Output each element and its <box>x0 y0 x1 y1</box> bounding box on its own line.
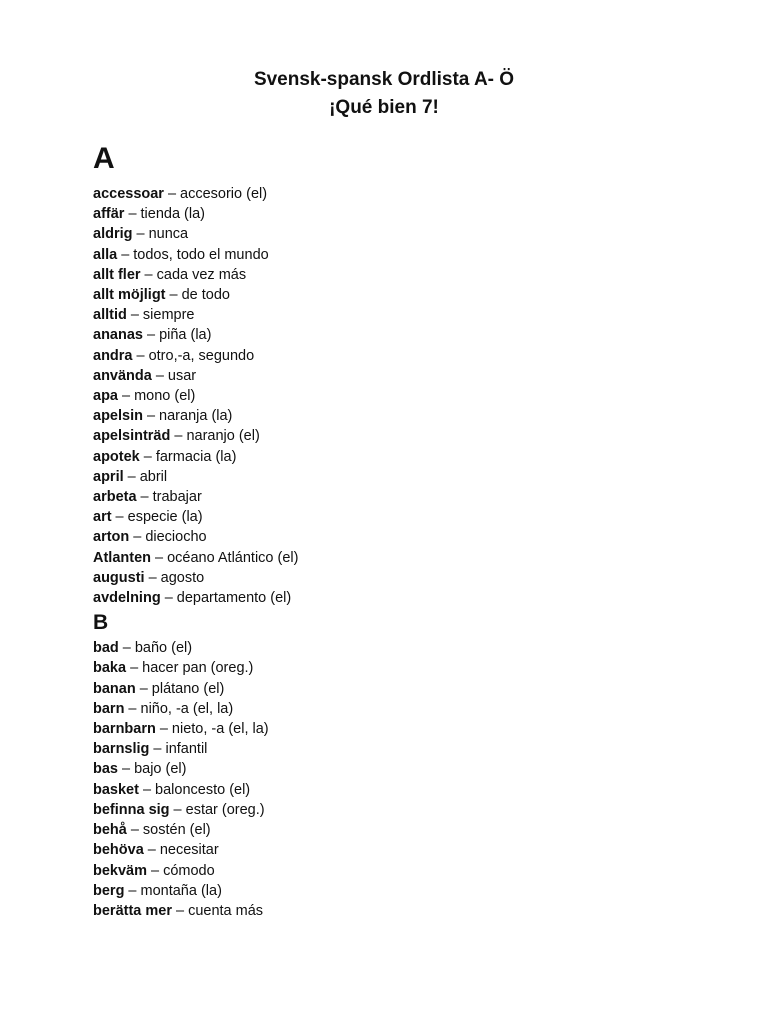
spanish-translation: océano Atlántico (el) <box>167 549 299 566</box>
page-subtitle: ¡Qué bien 7! <box>329 97 439 118</box>
separator-dash: – <box>127 468 136 485</box>
swedish-word: apelsin <box>93 408 143 425</box>
list-item <box>93 386 713 406</box>
swedish-word: Atlanten <box>93 549 151 566</box>
separator-dash: – <box>128 700 137 717</box>
separator-dash: – <box>130 307 139 324</box>
list-item <box>93 719 713 739</box>
spanish-translation: trabajar <box>152 489 202 506</box>
spanish-translation: naranja (la) <box>159 408 233 425</box>
spanish-translation: agosto <box>160 569 205 586</box>
separator-dash: – <box>159 721 168 738</box>
swedish-word: baka <box>93 660 127 677</box>
swedish-word: aldrig <box>93 226 133 243</box>
list-item <box>93 224 713 244</box>
section-a <box>93 140 713 608</box>
list-item <box>93 658 713 678</box>
separator-dash: – <box>140 489 149 506</box>
separator-dash: – <box>133 529 142 546</box>
spanish-translation: baño (el) <box>134 640 193 657</box>
list-item <box>93 325 713 345</box>
separator-dash: – <box>128 882 137 899</box>
swedish-word: barnslig <box>93 741 150 758</box>
separator-dash: – <box>139 680 148 697</box>
separator-dash: – <box>115 509 124 526</box>
list-item <box>93 901 713 921</box>
separator-dash: – <box>122 761 131 778</box>
separator-dash: – <box>155 549 164 566</box>
list-item <box>93 366 713 386</box>
spanish-translation: infantil <box>165 741 208 758</box>
spanish-translation: farmacia (la) <box>155 448 237 465</box>
list-item <box>93 881 713 901</box>
spanish-translation: nieto, -a (el, la) <box>171 721 269 738</box>
spanish-translation: piña (la) <box>159 327 212 344</box>
separator-dash: – <box>174 428 183 445</box>
spanish-translation: estar (oreg.) <box>185 801 265 818</box>
separator-dash: – <box>147 842 156 859</box>
list-item <box>93 346 713 366</box>
list-item <box>93 507 713 527</box>
list-item <box>93 447 713 467</box>
swedish-word: befinna sig <box>93 801 170 818</box>
swedish-word: behå <box>93 822 127 839</box>
separator-dash: – <box>130 660 139 677</box>
swedish-word: arbeta <box>93 489 137 506</box>
separator-dash: – <box>122 640 131 657</box>
swedish-word: apelsinträd <box>93 428 171 445</box>
separator-dash: – <box>167 186 177 202</box>
spanish-translation: sostén (el) <box>142 822 211 839</box>
list-item <box>93 638 713 658</box>
list-item <box>93 467 713 487</box>
list-item <box>93 285 713 305</box>
list-item <box>93 759 713 779</box>
separator-dash: – <box>146 327 156 344</box>
spanish-translation: bajo (el) <box>134 761 187 778</box>
glossary-content <box>93 140 713 921</box>
spanish-translation: otro,-a, segundo <box>148 347 255 364</box>
swedish-word: affär <box>93 206 125 223</box>
separator-dash: – <box>146 408 156 425</box>
list-item <box>93 265 713 285</box>
list-item <box>93 588 713 608</box>
separator-dash: – <box>128 206 137 223</box>
spanish-translation: cuenta más <box>188 902 264 919</box>
list-item <box>93 820 713 840</box>
section-letter-a: A <box>93 142 115 175</box>
list-item <box>93 487 713 507</box>
swedish-word: bekväm <box>93 862 148 879</box>
spanish-translation: nunca <box>148 226 189 243</box>
spanish-translation: montaña (la) <box>140 882 222 899</box>
title-block <box>0 66 768 122</box>
swedish-word: bad <box>93 640 119 657</box>
spanish-translation: todos, todo el mundo <box>133 246 269 263</box>
list-item <box>93 184 713 204</box>
spanish-translation: abril <box>139 468 168 485</box>
section-b <box>93 608 713 921</box>
list-item <box>93 840 713 860</box>
spanish-translation: necesitar <box>159 842 219 859</box>
swedish-word: ananas <box>93 327 143 344</box>
swedish-word: behöva <box>93 842 144 859</box>
separator-dash: – <box>143 448 152 465</box>
swedish-word: barnbarn <box>93 721 156 738</box>
swedish-word: april <box>93 468 124 485</box>
list-item <box>93 739 713 759</box>
list-item <box>93 679 713 699</box>
list-item <box>93 548 713 568</box>
list-item <box>93 800 713 820</box>
separator-dash: – <box>175 902 185 919</box>
separator-dash: – <box>148 569 157 586</box>
swedish-word: banan <box>93 680 136 697</box>
swedish-word: basket <box>93 781 139 798</box>
spanish-translation: especie (la) <box>127 509 203 526</box>
separator-dash: – <box>173 801 182 818</box>
separator-dash: – <box>130 822 139 839</box>
spanish-translation: baloncesto (el) <box>155 781 251 798</box>
separator-dash: – <box>136 226 145 243</box>
swedish-word: arton <box>93 529 130 546</box>
separator-dash: – <box>153 741 162 758</box>
entry-list-a <box>93 184 713 608</box>
spanish-translation: de todo <box>181 287 230 304</box>
swedish-word: barn <box>93 700 125 717</box>
spanish-translation: mono (el) <box>134 388 196 405</box>
swedish-word: allt fler <box>93 266 141 283</box>
separator-dash: – <box>144 266 153 283</box>
entry-list-b <box>93 638 713 921</box>
spanish-translation: tienda (la) <box>140 206 205 223</box>
spanish-translation: dieciocho <box>145 529 207 546</box>
list-item <box>93 406 713 426</box>
spanish-translation: usar <box>167 367 197 384</box>
separator-dash: – <box>169 287 178 304</box>
section-letter-b: B <box>93 611 109 635</box>
swedish-word: bas <box>93 761 118 778</box>
separator-dash: – <box>151 862 160 879</box>
list-item <box>93 245 713 265</box>
list-item <box>93 204 713 224</box>
swedish-word: berätta mer <box>93 902 172 919</box>
swedish-word: alla <box>93 246 118 263</box>
separator-dash: – <box>164 590 173 607</box>
spanish-translation: accesorio (el) <box>180 186 268 202</box>
spanish-translation: departamento (el) <box>176 590 292 607</box>
swedish-word: accessoar <box>93 186 164 202</box>
swedish-word: avdelning <box>93 590 161 607</box>
swedish-word: apotek <box>93 448 140 465</box>
page-title: Svensk-spansk Ordlista A- Ö <box>253 69 515 90</box>
list-item <box>93 861 713 881</box>
separator-dash: – <box>122 388 131 405</box>
spanish-translation: naranjo (el) <box>186 428 260 445</box>
swedish-word: augusti <box>93 569 145 586</box>
swedish-word: allt möjligt <box>93 287 166 304</box>
spanish-translation: cada vez más <box>156 266 247 283</box>
swedish-word: apa <box>93 388 118 405</box>
separator-dash: – <box>155 367 164 384</box>
swedish-word: använda <box>93 367 152 384</box>
spanish-translation: plátano (el) <box>151 680 225 697</box>
spanish-translation: cómodo <box>163 862 215 879</box>
spanish-translation: niño, -a (el, la) <box>140 700 234 717</box>
swedish-word: berg <box>93 882 125 899</box>
swedish-word: art <box>93 509 112 526</box>
list-item <box>93 699 713 719</box>
list-item <box>93 780 713 800</box>
list-item <box>93 527 713 547</box>
list-item <box>93 305 713 325</box>
separator-dash: – <box>142 781 152 798</box>
spanish-translation: siempre <box>142 307 195 324</box>
separator-dash: – <box>121 246 130 263</box>
list-item <box>93 426 713 446</box>
separator-dash: – <box>136 347 145 364</box>
spanish-translation: hacer pan (oreg.) <box>142 660 254 677</box>
swedish-word: andra <box>93 347 133 364</box>
swedish-word: alltid <box>93 307 127 324</box>
list-item <box>93 568 713 588</box>
